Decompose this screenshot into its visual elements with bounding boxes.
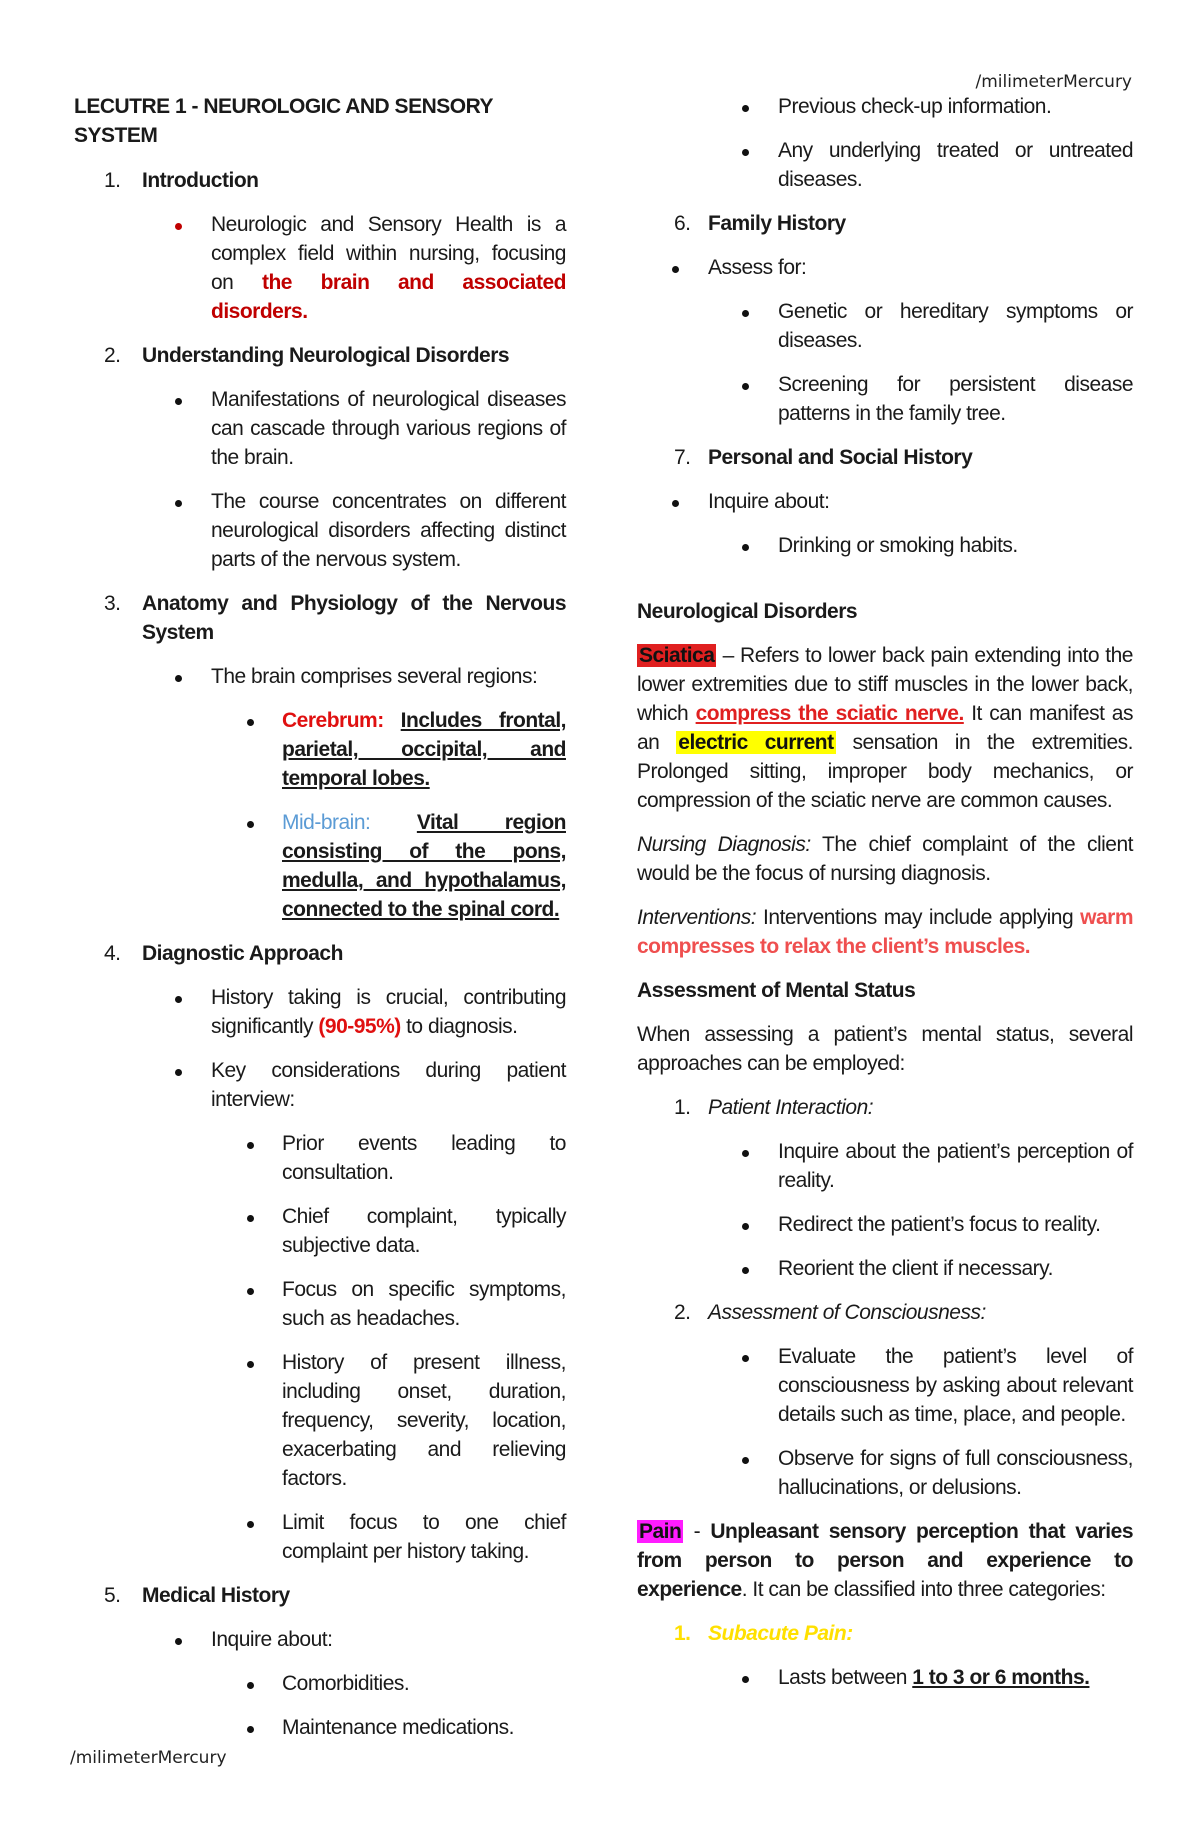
mental-status-heading: Assessment of Mental Status	[637, 979, 916, 1002]
bullet-icon	[742, 310, 749, 317]
bullet-icon	[247, 1288, 254, 1295]
list-item: Lasts between 1 to 3 or 6 months.	[637, 1663, 1133, 1692]
neurological-disorders-heading: Neurological Disorders	[637, 600, 858, 623]
list-item: Limit focus to one chief complaint per history taking.	[74, 1508, 566, 1566]
list-item: Inquire about:	[74, 1625, 566, 1654]
sciatica-paragraph: Sciatica – Refers to lower back pain extending into the lower extremities due to stiff muscles in the lower back, which compress the sciatic nerve. It can manifest as an electric current sensation in the extremities. Prolonged sitting, improper body mechanics, or compression of the sciatic nerve are common causes.	[637, 644, 1133, 812]
list-item: Cerebrum: Includes frontal, parietal, occipital, and temporal lobes.	[74, 706, 566, 793]
list-item: Inquire about the patient’s perception of reality.	[637, 1137, 1133, 1195]
bullet-icon	[175, 1638, 182, 1645]
list-item: Manifestations of neurological diseases can cascade through various regions of the brain.	[74, 385, 566, 472]
bullet-icon	[742, 1223, 749, 1230]
bullet-icon	[742, 1355, 749, 1362]
list-item: Prior events leading to consultation.	[74, 1129, 566, 1187]
section-heading: 2. Assessment of Consciousness:	[674, 1301, 986, 1324]
bullet-icon	[742, 1676, 749, 1683]
bullet-icon	[247, 821, 254, 828]
bullet-icon	[175, 500, 182, 507]
list-item: History taking is crucial, contributing significantly (90-95%) to diagnosis.	[74, 983, 566, 1041]
bullet-icon	[247, 1682, 254, 1689]
list-item: Previous check-up information.	[637, 92, 1133, 121]
bullet-icon	[247, 1726, 254, 1733]
document-title: LECUTRE 1 - NEUROLOGIC AND SENSORY SYSTEM	[74, 95, 493, 147]
pain-paragraph: Pain - Unpleasant sensory perception that varies from person to person and experience to experience. It can be classified into three categories:	[637, 1520, 1134, 1601]
list-item: Genetic or hereditary symptoms or diseases.	[637, 297, 1133, 355]
list-item: The course concentrates on different neurological disorders affecting distinct parts of the nervous system.	[74, 487, 566, 574]
section-heading: 5. Medical History	[104, 1584, 290, 1607]
bullet-icon	[175, 675, 182, 682]
list-item: Drinking or smoking habits.	[637, 531, 1133, 560]
bullet-icon	[742, 383, 749, 390]
bullet-icon	[742, 105, 749, 112]
list-item: The brain comprises several regions:	[74, 662, 566, 691]
bullet-icon	[742, 1150, 749, 1157]
list-item: Comorbidities.	[74, 1669, 566, 1698]
mental-status-intro: When assessing a patient’s mental status, several approaches can be employed:	[637, 1023, 1133, 1075]
list-item: Redirect the patient’s focus to reality.	[637, 1210, 1133, 1239]
bullet-icon	[175, 1069, 182, 1076]
section-heading: 4. Diagnostic Approach	[104, 942, 343, 965]
watermark-bottom: /milimeterMercury	[70, 1748, 227, 1768]
list-item: Reorient the client if necessary.	[637, 1254, 1133, 1283]
list-item: Chief complaint, typically subjective data.	[74, 1202, 566, 1260]
watermark-top: /milimeterMercury	[975, 72, 1132, 92]
bullet-icon	[247, 1142, 254, 1149]
section-heading: 7. Personal and Social History	[674, 446, 973, 469]
list-item: Mid-brain: Vital region consisting of the pons, medulla, and hypothalamus, connected to the spinal cord.	[74, 808, 566, 924]
bullet-icon	[175, 996, 182, 1003]
list-item: Observe for signs of full consciousness, hallucinations, or delusions.	[637, 1444, 1133, 1502]
section-heading: 1. Introduction	[104, 169, 259, 192]
bullet-icon	[175, 398, 182, 405]
bullet-icon	[175, 223, 182, 230]
list-item: History of present illness, including onset, duration, frequency, severity, location, exacerbating and relieving factors.	[74, 1348, 566, 1493]
bullet-icon	[672, 500, 679, 507]
left-column	[74, 92, 566, 1757]
bullet-icon	[742, 149, 749, 156]
right-column	[637, 92, 1133, 1707]
bullet-icon	[742, 1267, 749, 1274]
list-item: Inquire about:	[637, 487, 1133, 516]
bullet-icon	[742, 1457, 749, 1464]
interventions-paragraph: Interventions: Interventions may include applying warm compresses to relax the client’s muscles.	[637, 906, 1133, 958]
bullet-icon	[247, 1361, 254, 1368]
section-heading: 6. Family History	[674, 212, 846, 235]
list-item: Focus on specific symptoms, such as headaches.	[74, 1275, 566, 1333]
section-heading: 1. Subacute Pain:	[674, 1622, 853, 1645]
nursing-diagnosis-paragraph: Nursing Diagnosis: The chief complaint of the client would be the focus of nursing diagnosis.	[637, 833, 1133, 885]
bullet-icon	[672, 266, 679, 273]
list-item: Screening for persistent disease patterns in the family tree.	[637, 370, 1133, 428]
bullet-icon	[742, 544, 749, 551]
list-item: Neurologic and Sensory Health is a complex field within nursing, focusing on the brain and associated disorders.	[74, 210, 566, 326]
list-item: Any underlying treated or untreated diseases.	[637, 136, 1133, 194]
bullet-icon	[247, 719, 254, 726]
bullet-icon	[247, 1521, 254, 1528]
list-item: Key considerations during patient interview:	[74, 1056, 566, 1114]
section-heading: 3. Anatomy and Physiology of the Nervous System	[104, 592, 566, 644]
list-item: Evaluate the patient’s level of consciousness by asking about relevant details such as time, place, and people.	[637, 1342, 1133, 1429]
section-heading: 1. Patient Interaction:	[674, 1096, 874, 1119]
bullet-icon	[247, 1215, 254, 1222]
list-item: Maintenance medications.	[74, 1713, 566, 1742]
section-heading: 2. Understanding Neurological Disorders	[104, 344, 510, 367]
list-item: Assess for:	[637, 253, 1133, 282]
